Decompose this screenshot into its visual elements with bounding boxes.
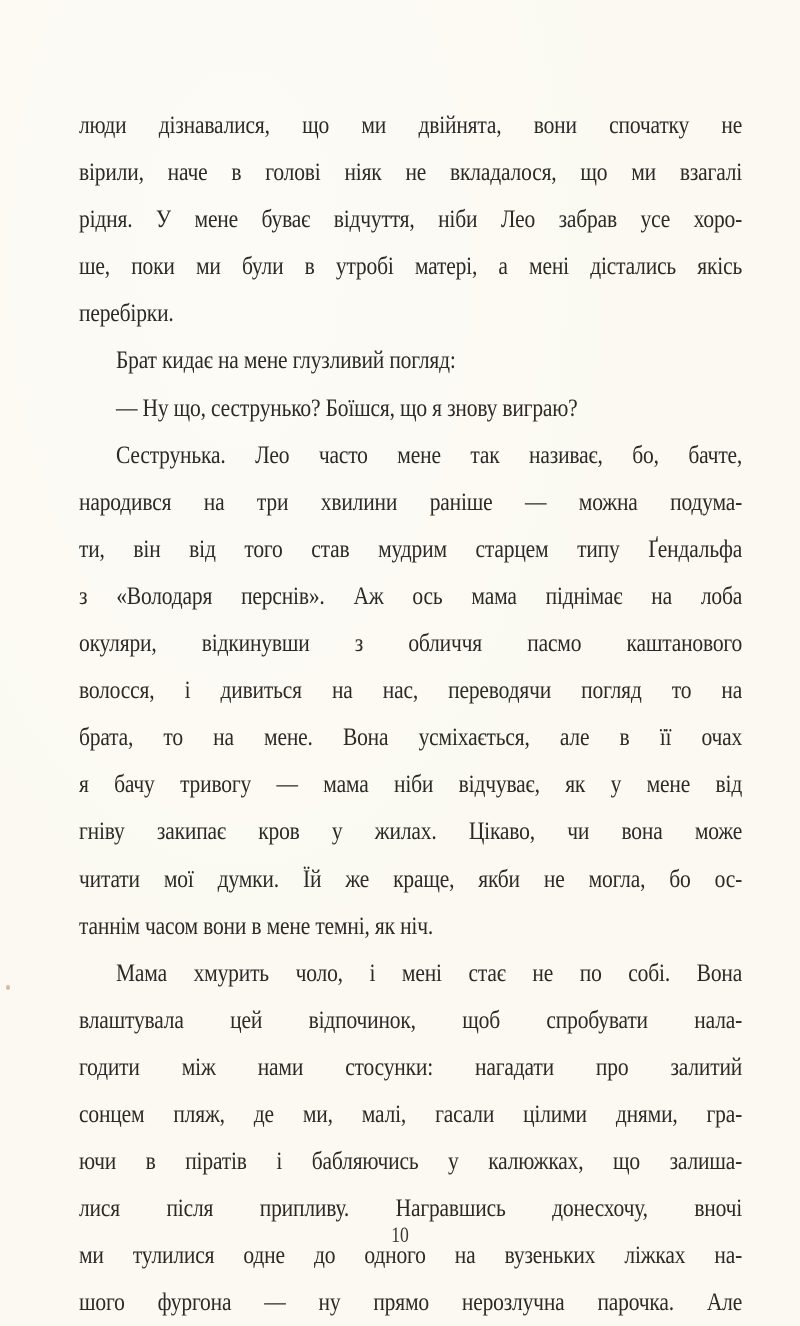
dialogue-line: — Ну що, сеструнько? Боїшся, що я знову виграю? [115,394,578,422]
text-line: Сеструнька. Лео часто мене так називає, бо, бачте, [115,441,743,469]
text-line: ше, поки ми були в утробі матері, а мені дістались якісь [79,253,743,281]
text-line: ми тулилися одне до одного на вузеньких ліжках на- [79,1242,743,1270]
text-line: я бачу тривогу — мама ніби відчуває, як у мене від [79,771,743,799]
text-line: вірили, наче в голові ніяк не вкладалося, що ми взагалі [79,159,743,187]
text-line: ти, він від того став мудрим старцем типу Ґендальфа [79,535,743,563]
text-line: Мама хмурить чоло, і мені стає не по собі. Вона [115,959,743,987]
text-line: перебірки. [79,300,174,328]
text-line: таннім часом вони в мене темні, як ніч. [79,912,434,940]
text-line: рідня. У мене буває відчуття, ніби Лео забрав усе хоро- [79,206,743,234]
body-text [79,102,742,1326]
page-number: 10 [391,1222,409,1247]
text-line: народився на три хвилини раніше — можна подума- [79,488,743,516]
text-line: лися після припливу. Награвшись донесхочу, вночі [79,1195,743,1223]
text-line: брата, то на мене. Вона усміхається, але в її очах [79,724,743,752]
text-line: Брат кидає на мене глузливий погляд: [115,347,456,375]
text-line: годити між нами стосунки: нагадати про залитий [79,1053,743,1081]
text-line: окуляри, відкинувши з обличчя пасмо каштанового [79,630,743,658]
text-line: з «Володаря перснів». Аж ось мама піднімає на лоба [79,582,743,610]
text-line: влаштувала цей відпочинок, щоб спробувати нала- [79,1006,743,1034]
text-line: шого фургона — ну прямо нерозлучна парочка. Але [79,1289,743,1317]
text-line: сонцем пляж, де ми, малі, гасали цілими днями, гра- [79,1100,743,1128]
paper-speck [6,985,10,990]
text-line: волосся, і дивиться на нас, переводячи погляд то на [79,677,743,705]
text-line: люди дізнавалися, що ми двійнята, вони спочатку не [79,112,743,139]
text-line: гніву закипає кров у жилах. Цікаво, чи вона може [79,818,743,846]
text-line: ючи в піратів і бабляючись у калюжках, що залиша- [79,1148,743,1176]
text-line: читати мої думки. Їй же краще, якби не могла, бо ос- [79,865,743,893]
